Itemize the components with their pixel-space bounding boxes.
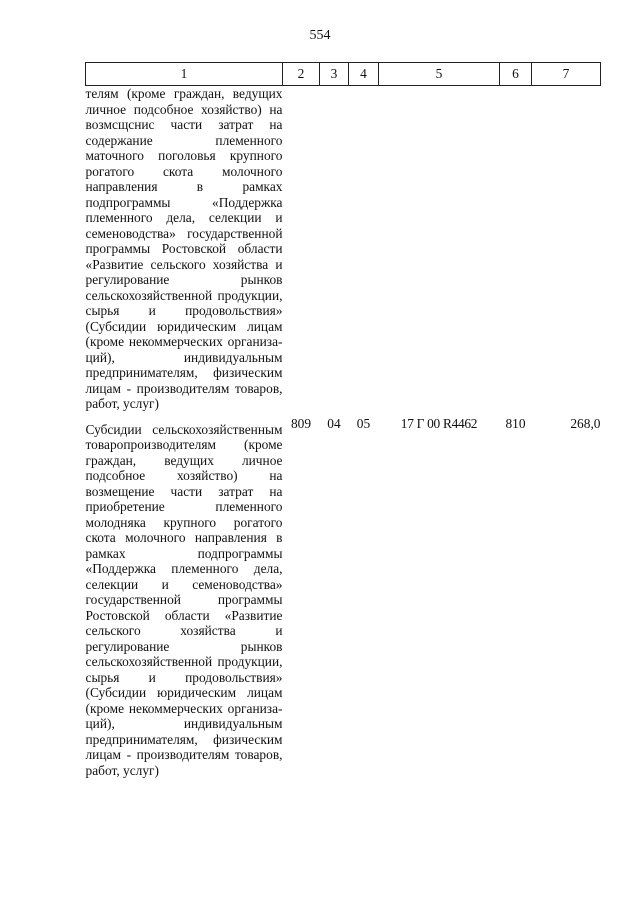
amount-value: 268,0 <box>570 415 601 431</box>
section-code: 04 <box>327 415 341 431</box>
budget-table <box>85 62 601 778</box>
row-description: телям (кроме граждан, ведущих личное подсобное хозяйство) на возмсщснис части затрат на содержание племенного маточного поголовья крупного рогатого скота молочного направления в рамках подпрограммы «Поддержка племенного дела, селекции и семеноводства» государственной программы Ростовской области «Развитие сельского хозяйства и регулирование рынков сельскохозяйственной продукции, сырья и продовольствия» (Субсидии юридическим лицам (кроме некоммерческих организаций), индивидуальным предпринимателям, физическим лицам - производителям товаров, работ, услуг) <box>85 86 283 411</box>
ministry-code: 809 <box>290 415 312 431</box>
column-header: 1 <box>86 63 283 86</box>
row-description: Субсидии сельскохозяйственным товаропроизводителям (кроме граждан, ведущих личное подсобное хозяйство) на возмещение части затрат на приобретение племенного молодняка крупного рогатого скота молочного направления в рамках подпрограммы «Поддержка племенного дела, селекции и семеноводства» государственной программы Ростовской области «Развитие сельского хозяйства и регулирование рынков сельскохозяйственной продукции, сырья и продовольствия» (Субсидии юридическим лицам (кроме некоммерческих организаций), индивидуальным предпринимателям, физическим лицам - производителям товаров, работ, услуг) <box>85 421 283 778</box>
section-code <box>320 86 349 416</box>
table-row <box>86 86 601 416</box>
subsection-code <box>349 86 379 416</box>
expense-type-code <box>500 86 532 416</box>
expense-type-code: 810 <box>505 415 526 431</box>
column-header: 6 <box>500 63 532 86</box>
column-header: 5 <box>379 63 500 86</box>
target-article-code: 17 Г 00 R4462 <box>400 415 478 431</box>
column-header: 7 <box>532 63 601 86</box>
subsection-code: 05 <box>356 415 371 431</box>
amount-value <box>532 86 601 416</box>
target-article-code <box>379 86 500 416</box>
column-header: 3 <box>320 63 349 86</box>
ministry-code <box>283 86 320 416</box>
column-header: 4 <box>349 63 379 86</box>
table-header-row <box>86 63 601 86</box>
table-row <box>86 416 601 779</box>
page-number: 554 <box>309 28 331 43</box>
column-header: 2 <box>283 63 320 86</box>
